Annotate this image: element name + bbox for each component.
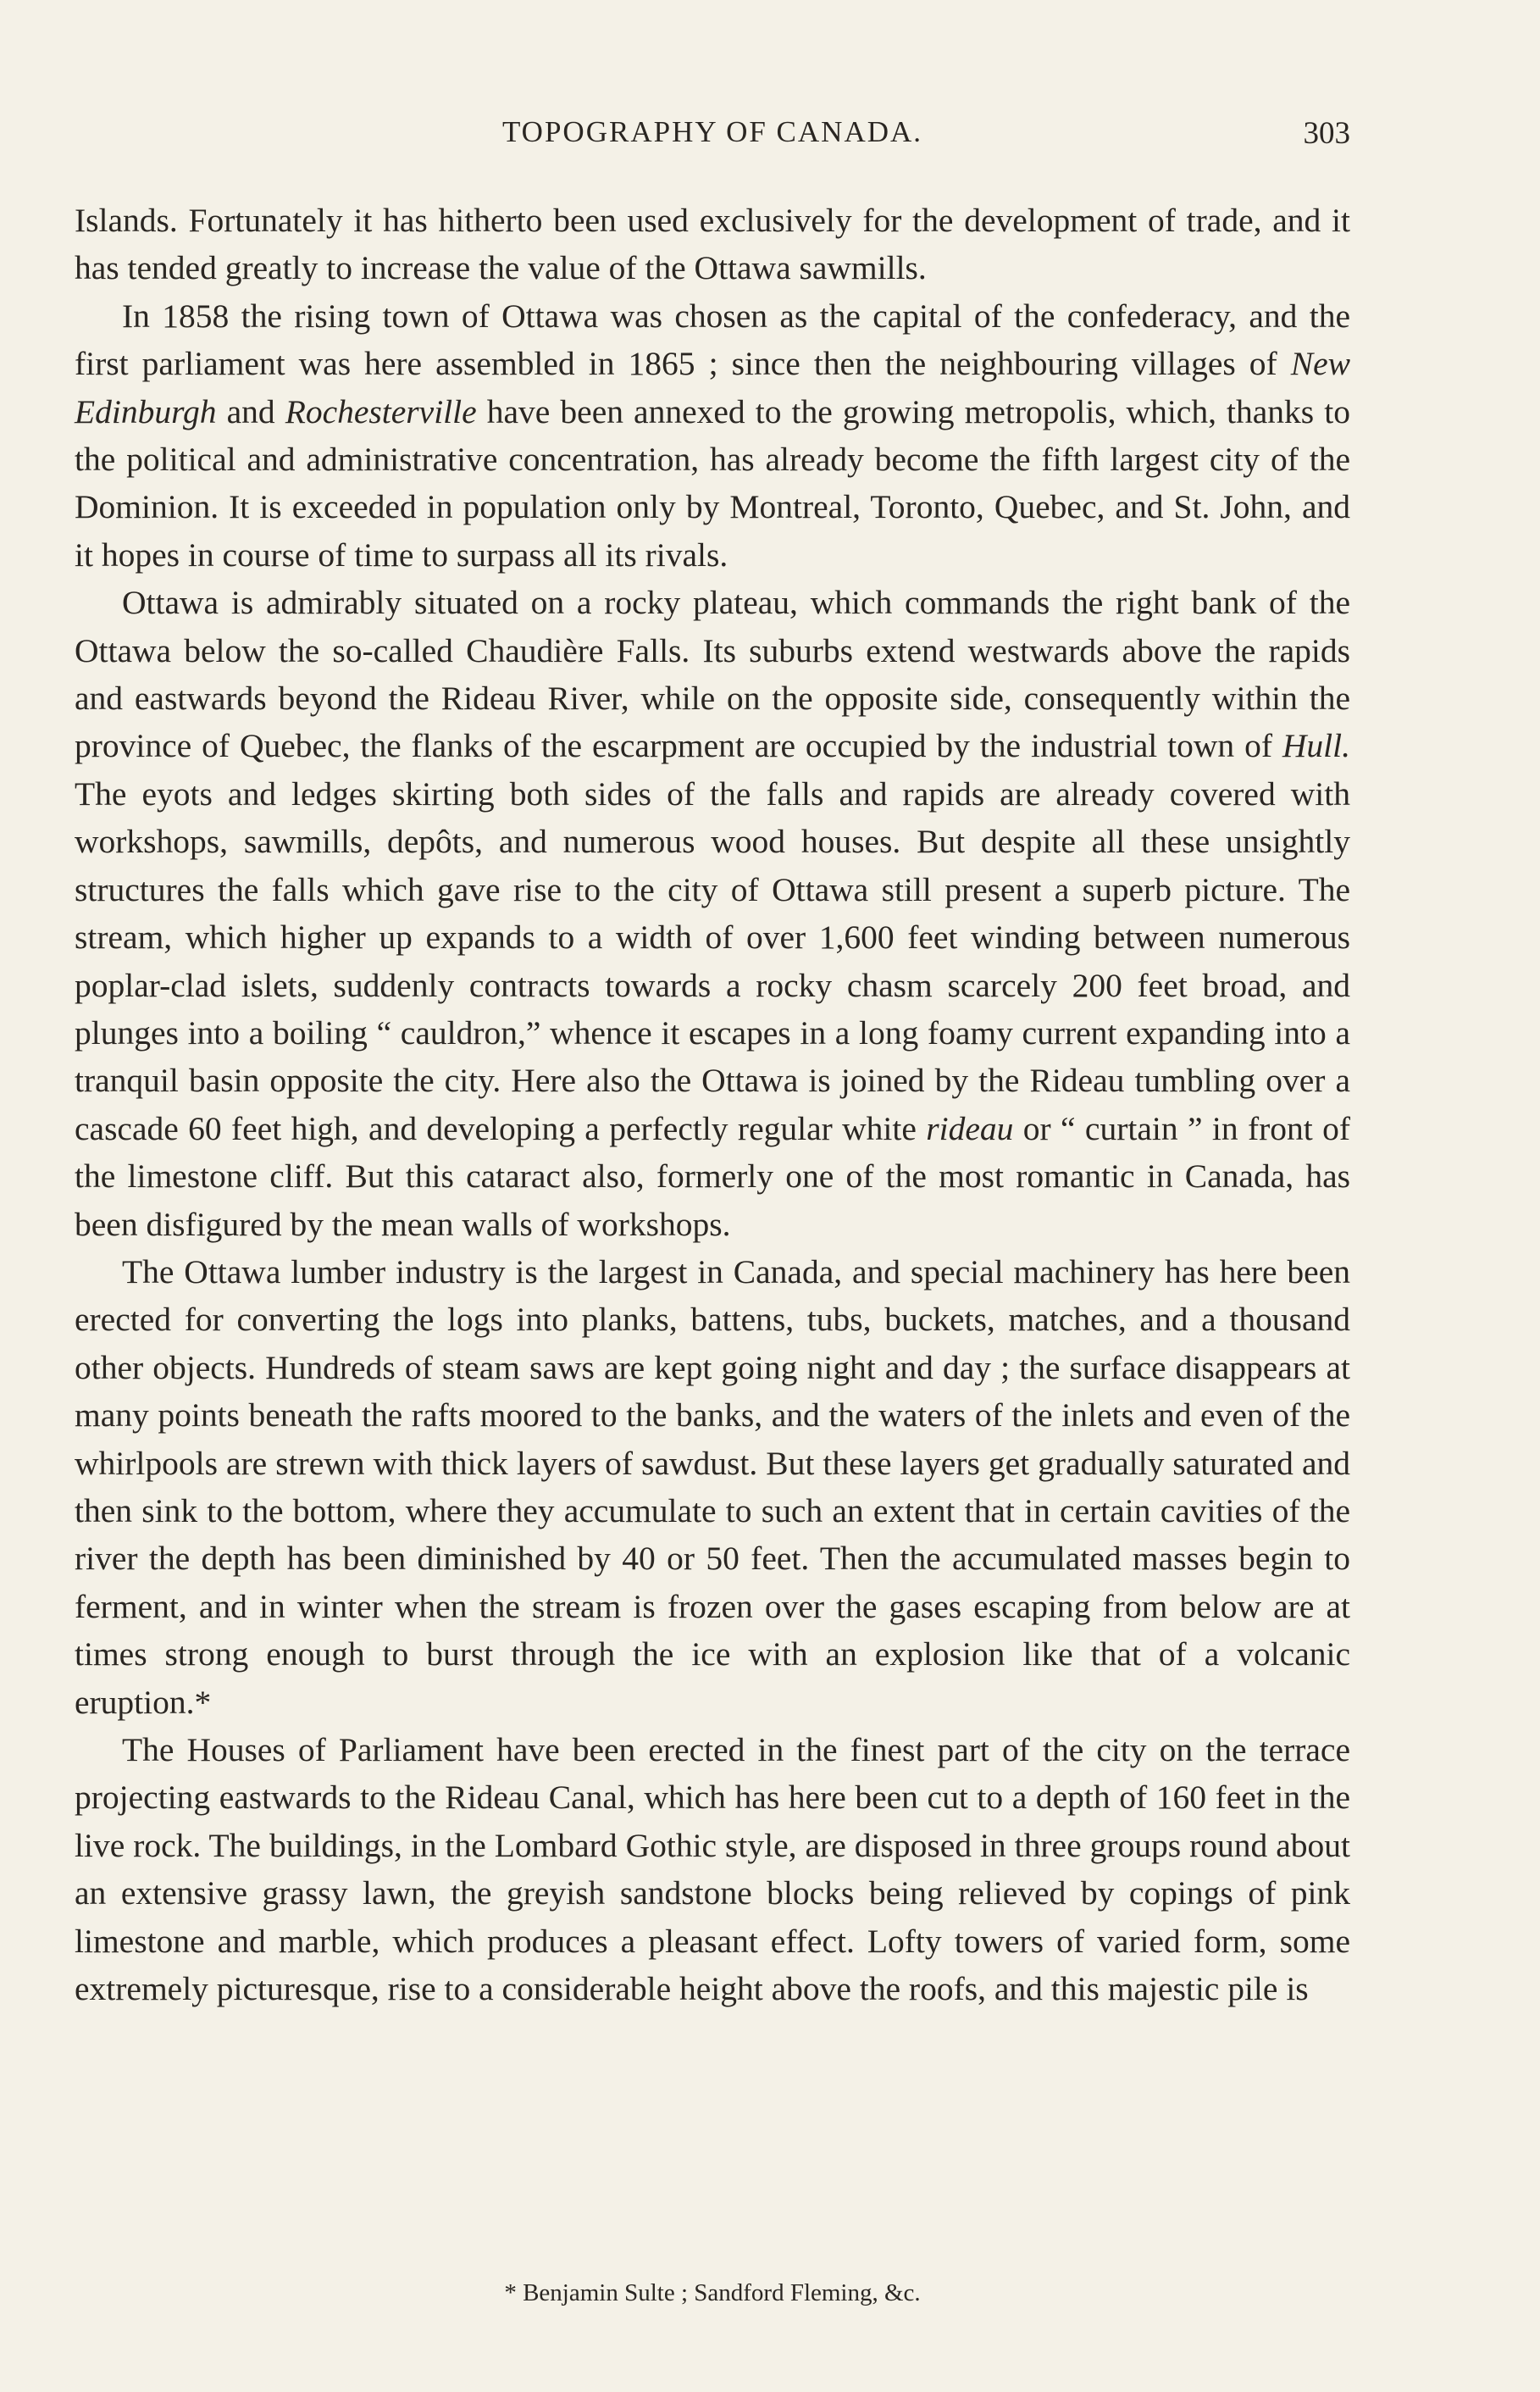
page-header <box>75 115 1350 166</box>
paragraph-1: Islands. Fortunately it has hitherto been used exclusively for the development of trade, and it has tended greatly to increase the value of the Ottawa sawmills. <box>75 202 1350 287</box>
footnote: * Benjamin Sulte ; Sandford Fleming, &c. <box>504 2279 921 2306</box>
paragraph-3-text-c: or “ curtain ” in front of the limestone cliff. But this cataract also, formerly one of the most romantic in Canada, has been disfigured by the mean walls of workshops. <box>75 1109 1351 1243</box>
place-name-rochesterville: Rochesterville <box>285 392 477 430</box>
paragraph-2-text-b: and <box>216 392 285 430</box>
paragraph-3 <box>75 579 1350 1248</box>
paragraph-3-text-a: Ottawa is admirably situated on a rocky plateau, which commands the right bank of the Ottawa below the so-called Chaudière Falls. Its suburbs extend westwards above the rapids and eastwards beyond the Rideau River, while on the opposite side, consequently within the province of Quebec, the flanks of the escarpment are occupied by the industrial town of <box>75 584 1350 765</box>
paragraph-2-text-c: have been annexed to the growing metropolis, which, thanks to the political and administrative concentration, has already become the fifth largest city of the Dominion. It is exceeded in population only by Montreal, Toronto, Quebec, and St. John, and it hopes in course of time to surpass all its rivals. <box>75 392 1350 574</box>
running-title: TOPOGRAPHY OF CANADA. <box>501 115 923 148</box>
paragraph-4: The Ottawa lumber industry is the largest in Canada, and special machinery has here been erected for converting the logs into planks, battens, tubs, buckets, matches, and a thousand other objects. Hundreds of steam saws are kept going night and day ; the surface disappears at many points beneath the rafts moored to the banks, and the waters of the inlets and even of the whirlpools are strewn with thick layers of sawdust. But these layers get gradually saturated and then sink to the bottom, where they accumulate to such an extent that in certain cavities of the river the depth has been diminished by 40 or 50 feet. Then the accumulated masses begin to ferment, and in winter when the stream is frozen over the gases escaping from below are at times strong enough to burst through the ice with an explosion like that of a volcanic eruption.* <box>75 1252 1350 1721</box>
paragraph-2-text-a: In 1858 the rising town of Ottawa was chosen as the capital of the confederacy, and the first parliament was here assembled in 1865 ; since then the neighbouring villages of <box>75 297 1350 383</box>
paragraph-5: The Houses of Parliament have been erected in the finest part of the city on the terrace projecting eastwards to the Rideau Canal, which has here been cut to a depth of 160 feet in the live rock. The buildings, in the Lombard Gothic style, are disposed in three groups round about an extensive grassy lawn, the greyish sandstone blocks being relieved by copings of pink limestone and marble, which produces a pleasant effect. Lofty towers of varied form, some extremely picturesque, rise to a considerable height above the roofs, and this majestic pile is <box>75 1731 1350 2008</box>
place-name-new-edinburgh: New Edinburgh <box>75 345 1350 430</box>
body-text <box>75 197 1350 2012</box>
page-number: 303 <box>1303 116 1350 151</box>
term-rideau: rideau <box>926 1109 1014 1147</box>
paragraph-2 <box>75 292 1350 579</box>
paragraph-3-text-b: The eyots and ledges skirting both sides of the falls and rapids are already covered with workshops, sawmills, depôts, and numerous wood houses. But despite all these unsightly structures the falls which gave rise to the city of Ottawa still present a superb picture. The stream, which higher up expands to a width of over 1,600 feet winding between numerous poplar-clad islets, suddenly contracts towards a rocky chasm scarcely 200 feet broad, and plunges into a boiling “ cauldron,” whence it escapes in a long foamy current expanding into a tranquil basin opposite the city. Here also the Ottawa is joined by the Rideau tumbling over a cascade 60 feet high, and developing a perfectly regular white <box>75 774 1350 1147</box>
place-name-hull: Hull. <box>1282 727 1350 765</box>
